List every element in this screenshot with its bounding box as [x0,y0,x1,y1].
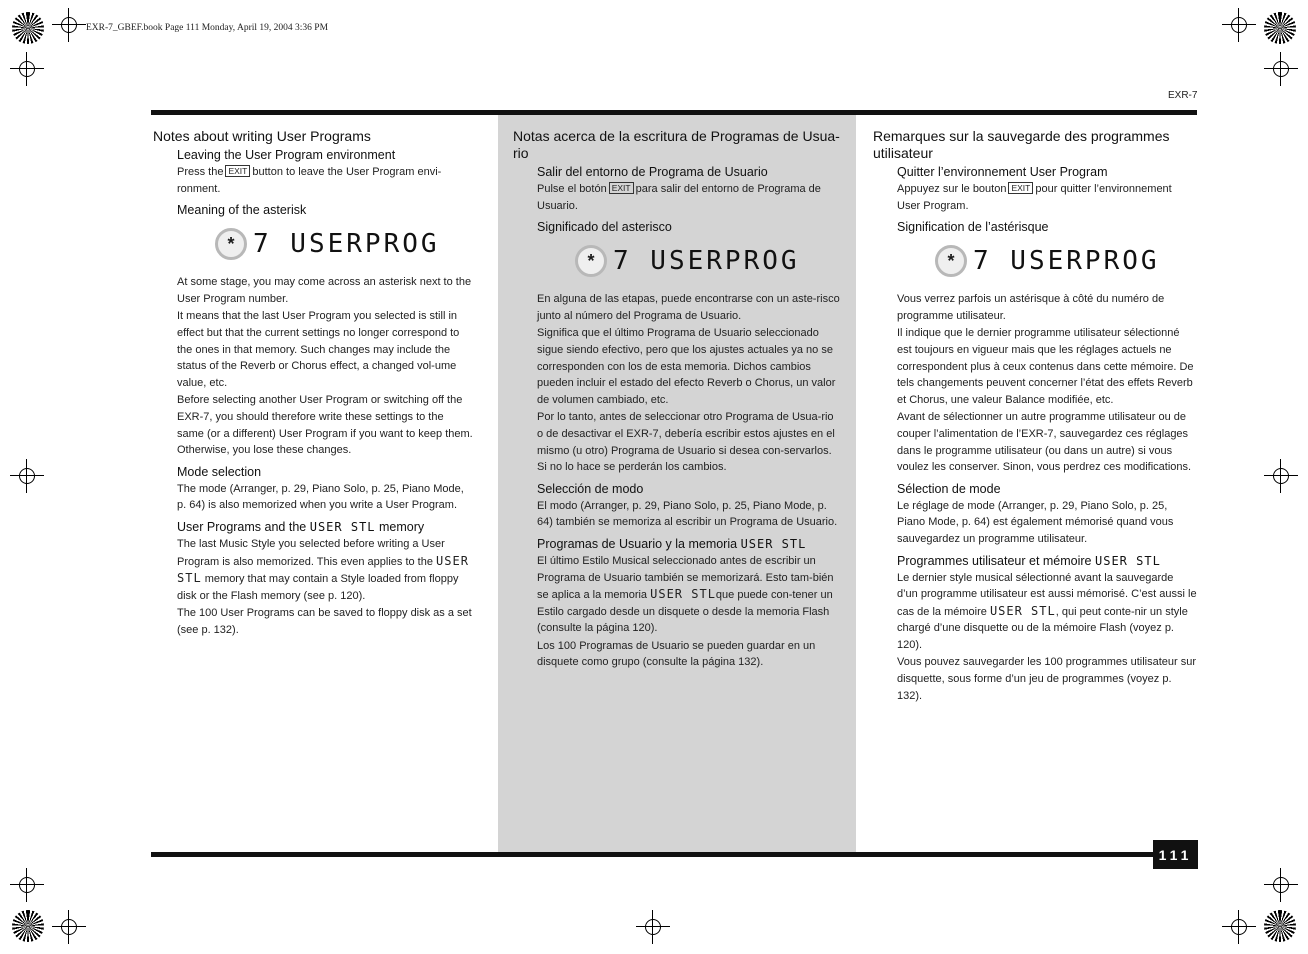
asterisk-paragraph-1: At some stage, you may come across an asterisk next to the User Program number. [177,276,472,305]
user-stl-lcd: USER STL [1095,553,1161,568]
crop-mark-left-middle [18,467,36,485]
memory-heading: Programas de Usuario y la memoria USER STL [537,536,807,551]
asterisk-paragraph-1: Vous verrez parfois un astérisque à côté du numéro de programme utilisateur. [897,293,1165,322]
user-stl-lcd: USER STL [650,587,716,602]
asterisk-paragraph-3: Por lo tanto, antes de seleccionar otro Programa de Usua-rio o de desactivar el EXR-7, debería escribir estos ajustes en el mismo (u otro) Programa de Usuario si desea con-servarlos. Si no lo hace se perderán los cambios. [537,411,835,474]
exit-key-icon: EXIT [609,182,634,194]
lcd-display [575,241,841,281]
model-name: EXR-7 [1168,90,1198,101]
memory-heading: User Programs and the USER STL memory [177,519,425,534]
crop-mark-left-lower [18,876,36,894]
crop-mark-top-right [1230,16,1248,34]
asterisk-paragraph-2: Il indique que le dernier programme utilisateur sélectionné est toujours en vigueur mais que les réglages actuels ne correspondent plus à ceux contenus dans cette mémoire. De tels changements peuvent concerner l’état des effets Reverb et Chorus, une valeur Balance modifiée, etc. [897,327,1194,406]
asterisk-icon: * [215,228,247,260]
crop-mark-bottom-left [60,918,78,936]
asterisk-paragraph-1: En alguna de las etapas, puede encontrarse con un aste-risco junto al número del Programa de Usuario. [537,293,840,322]
lcd-display-text: 7 USERPROG [613,246,800,277]
registration-star-bottom-left [12,910,44,942]
asterisk-heading: Meaning of the asterisk [177,203,307,218]
registration-star-top-left [12,12,44,44]
lcd-display [215,224,473,264]
user-stl-lcd: USER STL [309,519,376,534]
page-number: 111 [1153,840,1198,869]
memory-paragraph-2: Los 100 Programas de Usuario se pueden guardar en un disquete como grupo (consulte la página 132). [537,639,816,669]
crop-mark-left-upper [18,60,36,78]
bottom-rule [151,852,1153,857]
mode-paragraph: El modo (Arranger, p. 29, Piano Solo, p. 25, Piano Mode, p. 64) también se memoriza al escribir un Programa de Usuario. [537,499,838,529]
asterisk-heading: Signification de l’astérisque [897,220,1049,235]
crop-mark-bottom-center [644,918,662,936]
memory-paragraph-2: The 100 User Programs can be saved to floppy disk as a set (see p. 132). [177,607,472,636]
asterisk-paragraph-2: Significa que el último Programa de Usuario seleccionado sigue siendo efectivo, pero que los ajustes actuales ya no se corresponden con los de esta memoria. Dichos cambios pueden incluir el estado del efecto Reverb o Chorus, un valor de volumen cambiado, etc. [537,327,836,406]
book-info: EXR-7_GBEF.book Page 111 Monday, April 19, 2004 3:36 PM [86,23,329,33]
spanish-column [513,128,841,672]
lcd-display-text: 7 USERPROG [253,229,440,260]
section-title: Notas acerca de la escritura de Programas de Usua-rio [513,128,840,161]
lcd-display [935,241,1197,281]
mode-heading: Selección de modo [537,481,644,496]
memory-paragraph-1: The last Music Style you selected before writing a User Program is also memorized. This even applies to the USER STL memory that may contain a Style loaded from floppy disk or the Flash memory (see p. 120). [177,537,469,602]
french-column [873,128,1197,705]
asterisk-paragraph-3: Before selecting another User Program or switching off the EXR-7, you should therefore write these settings to the same (or a different) User Program if you want to keep them. Otherwise, you lose these changes. [177,394,473,457]
leaving-paragraph: Pulse el botón EXIT para salir del entorno de Programa de Usuario. [537,183,821,212]
leaving-heading: Salir del entorno de Programa de Usuario [537,165,768,179]
asterisk-icon: * [935,245,967,277]
mode-heading: Sélection de mode [897,481,1001,496]
exit-key-icon: EXIT [1008,182,1033,194]
crop-mark-right-upper [1272,60,1290,78]
lcd-display-text: 7 USERPROG [973,246,1160,277]
asterisk-paragraph-3: Avant de sélectionner un autre programme utilisateur ou de couper l’alimentation de l’EXR-7, sauvegardez ces réglages dans le programme utilisateur (ou dans un autre) si vous voulez les conserver. Sinon, vous perdrez ces modifications. [897,411,1192,474]
user-stl-lcd: USER STL [740,536,807,551]
memory-paragraph-1: El último Estilo Musical seleccionado antes de escribir un Programa de Usuario también se memorizará. Esto tam-bién se aplica a la memoria USER STLque puede con-tener un Estilo cargado desde un disquete o desde la memoria Flash (consulte la página 120). [537,554,834,635]
section-title: Remarques sur la sauvegarde des programmes utilisateur [873,128,1170,161]
section-title: Notes about writing User Programs [153,128,371,144]
english-column [153,128,473,639]
crop-mark-top-left [60,16,78,34]
memory-heading: Programmes utilisateur et mémoire USER STL [897,553,1161,568]
exit-key-icon: EXIT [225,165,250,177]
user-stl-lcd: USER STL [989,603,1056,618]
mode-heading: Mode selection [177,464,262,479]
leaving-heading: Quitter l’environnement User Program [897,165,1108,179]
crop-mark-right-lower [1272,876,1290,894]
crop-mark-bottom-right [1230,918,1248,936]
mode-paragraph: The mode (Arranger, p. 29, Piano Solo, p. 25, Piano Mode, p. 64) is also memorized when you write a User Program. [177,482,464,512]
mode-paragraph: Le réglage de mode (Arranger, p. 29, Piano Solo, p. 25, Piano Mode, p. 64) est également mémorisé quand vous sauvegardez un programme utilisateur. [897,499,1174,545]
asterisk-heading: Significado del asterisco [537,220,672,235]
memory-paragraph-1: Le dernier style musical sélectionné avant la sauvegarde d’un programme utilisateur est aussi mémorisé. C’est aussi le cas de la mémoire USER STL, qui peut conte-nir un style chargé d’une disquette ou de la mémoire Flash (voyez p. 120). [897,571,1197,651]
leaving-paragraph: Press the EXIT button to leave the User Program envi-ronment. [177,166,442,195]
registration-star-bottom-right [1264,910,1296,942]
leaving-paragraph: Appuyez sur le bouton EXIT pour quitter l’environnement User Program. [897,183,1172,212]
registration-star-top-right [1264,12,1296,44]
asterisk-paragraph-2: It means that the last User Program you selected is still in effect but that the current settings no longer correspond to the ones in that memory. Such changes may include the status of the Reverb or Chorus effect, a changed vol-ume value, etc. [177,310,460,389]
leaving-heading: Leaving the User Program environment [177,148,396,162]
crop-mark-right-middle [1272,467,1290,485]
user-stl-lcd: USER STL [177,553,469,586]
memory-paragraph-2: Vous pouvez sauvegarder les 100 programmes utilisateur sur disquette, sous forme d’un jeu de programmes (voyez p. 132). [897,656,1196,702]
asterisk-icon: * [575,245,607,277]
